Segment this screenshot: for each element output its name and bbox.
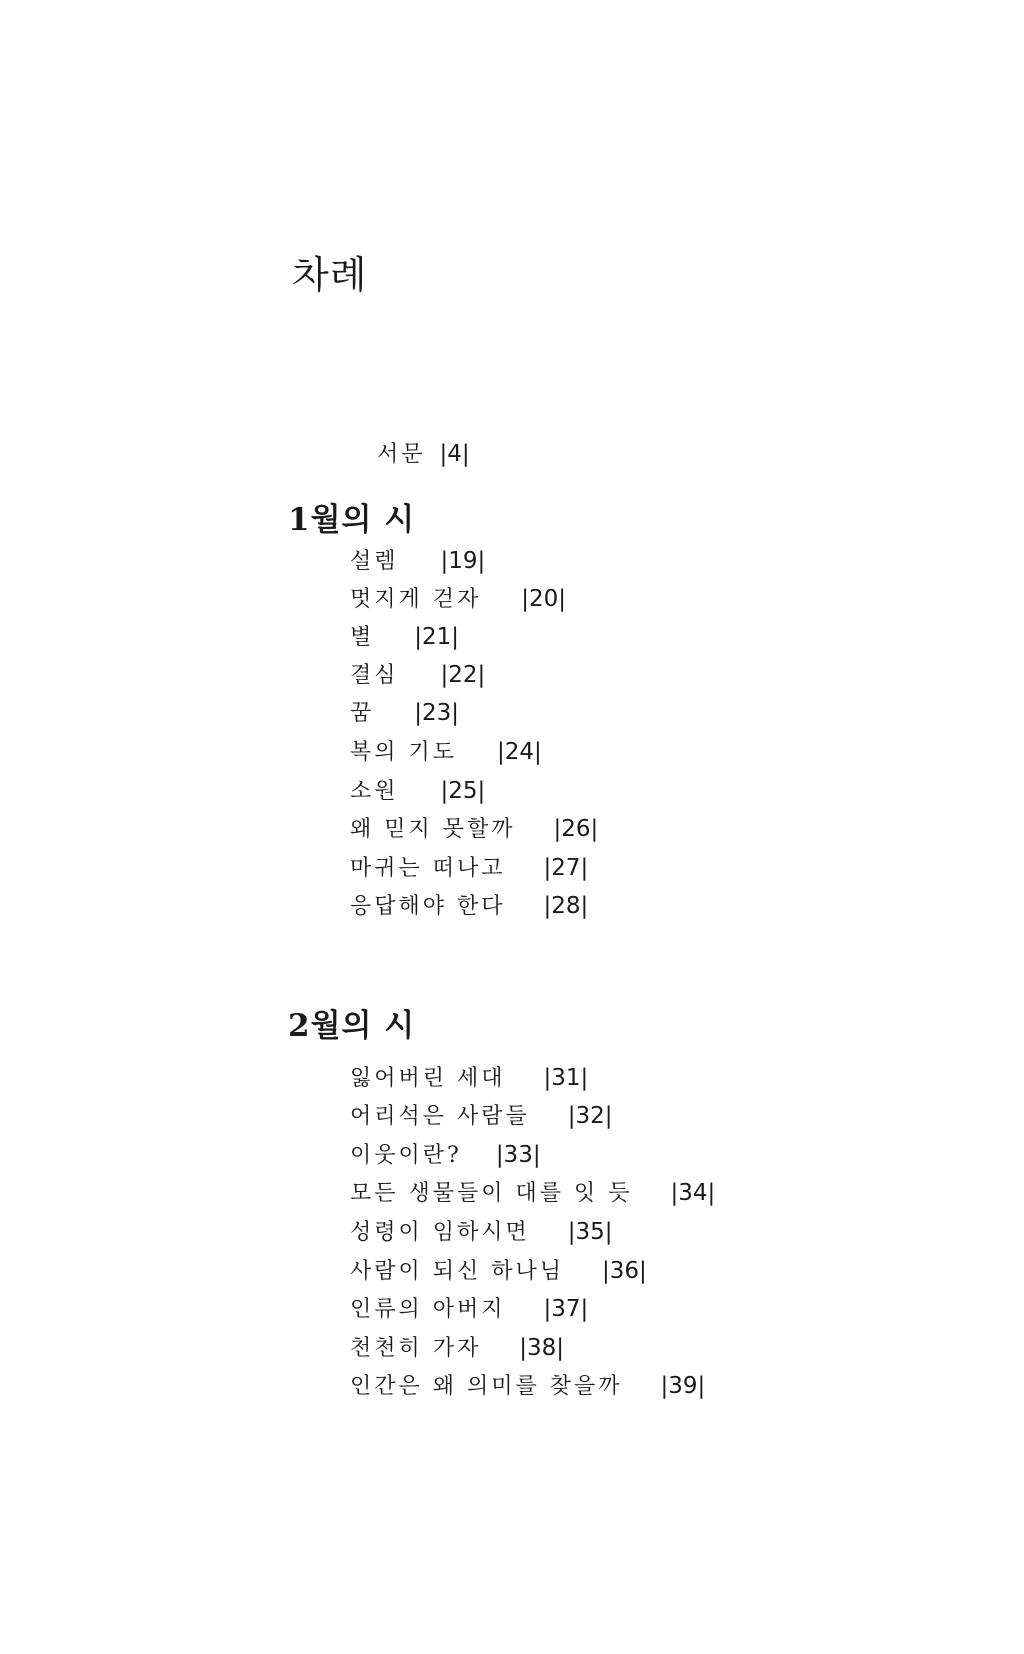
toc-entry[interactable] (350, 776, 485, 807)
toc-entry-title: 인류의 아버지 (350, 1297, 506, 1322)
toc-entry-title: 성령이 임하시면 (350, 1220, 530, 1245)
toc-entry-page: |22| (440, 662, 486, 688)
toc-entry[interactable] (350, 1178, 715, 1209)
toc-entry-page: |34| (670, 1180, 716, 1206)
toc-entry-title: 꿈 (350, 701, 375, 726)
section-heading-february: 2월의 시 (288, 1008, 416, 1044)
toc-entry-preface[interactable] (377, 437, 470, 468)
toc-entry[interactable] (350, 1371, 705, 1402)
toc-entry-page: |23| (414, 700, 460, 726)
toc-entry-page: |38| (519, 1335, 565, 1361)
toc-entry-page: |39| (660, 1373, 706, 1399)
toc-entry[interactable] (350, 1333, 564, 1364)
toc-entry[interactable] (350, 1140, 541, 1171)
toc-entry-title: 천천히 가자 (350, 1336, 482, 1361)
toc-entry[interactable] (350, 622, 459, 653)
toc-entry-page: |33| (495, 1142, 541, 1168)
toc-entry-title: 사람이 되신 하나님 (350, 1259, 565, 1284)
toc-entry-title: 잃어버린 세대 (350, 1066, 506, 1091)
toc-entry[interactable] (350, 1294, 588, 1325)
toc-entry-page: |19| (440, 548, 486, 574)
toc-entry-page: |4| (439, 441, 470, 467)
toc-entry-title: 모든 생물들이 대를 잇 듯 (350, 1181, 633, 1206)
toc-entry-page: |26| (553, 816, 599, 842)
toc-entry-page: |27| (543, 855, 589, 881)
toc-entry-page: |36| (602, 1258, 647, 1284)
toc-entry-title: 결심 (350, 663, 399, 688)
toc-entry[interactable] (350, 698, 459, 729)
toc-entry-title: 별 (350, 625, 375, 650)
toc-entry[interactable] (350, 1101, 613, 1132)
toc-entry-title: 멋지게 걷자 (350, 587, 482, 612)
page-title: 차례 (292, 253, 368, 297)
toc-entry[interactable] (350, 660, 485, 691)
toc-entry-page: |21| (414, 624, 460, 650)
toc-entry[interactable] (350, 853, 588, 884)
toc-entry-page: |24| (497, 739, 542, 765)
toc-entry[interactable] (350, 584, 566, 615)
toc-entry-title: 인간은 왜 의미를 찾을까 (350, 1374, 623, 1399)
toc-entry-page: |20| (521, 586, 567, 612)
toc-entry-page: |28| (543, 893, 589, 919)
toc-entry-title: 소원 (350, 779, 399, 804)
toc-entry[interactable] (350, 891, 588, 922)
toc-entry-page: |37| (543, 1296, 589, 1322)
toc-entry-title: 응답해야 한다 (350, 894, 506, 919)
toc-entry-title: 복의 기도 (350, 740, 458, 765)
toc-entry[interactable] (350, 546, 485, 577)
toc-entry[interactable] (350, 1256, 647, 1287)
toc-entry-page: |32| (567, 1103, 613, 1129)
toc-entry-page: |35| (567, 1219, 613, 1245)
toc-entry[interactable] (350, 1063, 588, 1094)
toc-entry[interactable] (350, 737, 542, 768)
toc-entry[interactable] (350, 814, 598, 845)
toc-entry-title: 왜 믿지 못할까 (350, 817, 516, 842)
toc-entry-title: 서문 (377, 442, 426, 467)
toc-entry-title: 이웃이란? (350, 1143, 462, 1168)
toc-entry-title: 마귀는 떠나고 (350, 856, 506, 881)
toc-entry-page: |25| (440, 778, 486, 804)
toc-entry-page: |31| (543, 1065, 589, 1091)
toc-entry[interactable] (350, 1217, 613, 1248)
section-heading-january: 1월의 시 (288, 502, 416, 538)
toc-entry-title: 어리석은 사람들 (350, 1104, 530, 1129)
toc-entry-title: 설렘 (350, 549, 399, 574)
